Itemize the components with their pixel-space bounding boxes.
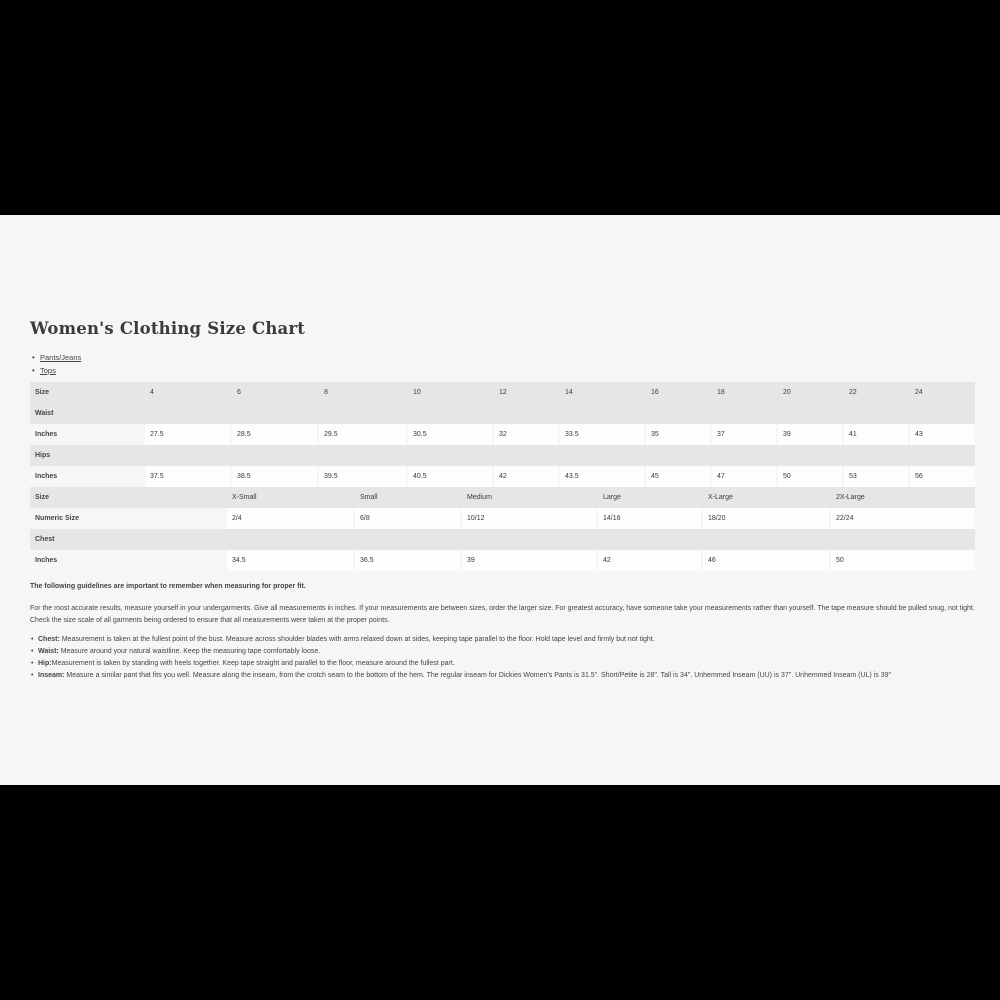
hips-cell: 56 <box>910 466 975 487</box>
link-item-tops <box>32 364 81 377</box>
tops-size-cell: Small <box>360 494 378 501</box>
size-chart-page <box>0 215 1000 785</box>
tops-size-cell: 2X-Large <box>836 494 865 501</box>
guideline-text: Measurement is taken at the fullest point of the bust. Measure across shoulder blades with arms relaxed down at sides, keeping tape parallel to the floor. Hold tape level and firmly but not tight. <box>59 636 655 643</box>
row-label: Size <box>35 389 50 396</box>
link-item-pants <box>32 351 81 364</box>
pants-size-cell: 10 <box>413 389 421 396</box>
pants-size-cell: 4 <box>150 389 154 396</box>
waist-cell: 35 <box>646 424 710 445</box>
pants-size-cell: 22 <box>849 389 857 396</box>
row-label: Inches <box>35 473 58 480</box>
numeric-size-row <box>30 508 975 529</box>
waist-cell: 28.5 <box>232 424 317 445</box>
numeric-cell: 14/16 <box>598 508 701 529</box>
page-title: Women's Clothing Size Chart <box>30 319 306 338</box>
hips-header-row <box>30 445 975 466</box>
measuring-guidelines <box>30 581 985 682</box>
guideline-waist <box>30 646 985 658</box>
hips-cell: 53 <box>844 466 908 487</box>
guidelines-list <box>30 634 985 682</box>
guideline-chest <box>30 634 985 646</box>
guideline-term: Inseam: <box>38 672 65 679</box>
hips-cell: 37.5 <box>145 466 230 487</box>
numeric-cell: 2/4 <box>227 508 353 529</box>
row-label: Numeric Size <box>35 515 79 522</box>
chest-cell: 36.5 <box>355 550 460 571</box>
guideline-inseam <box>30 670 985 682</box>
waist-cell: 39 <box>778 424 842 445</box>
guidelines-body: For the most accurate results, measure yourself in your undergarments. Give all measurements in inches. If your measurements are between sizes, order the larger size. For greatest accuracy, have someone take your measurements rather than yourself. The tape measure should be pulled snug, not tight. Check the size scale of all garments being ordered to ensure that all measurements were taken at the proper points. <box>30 605 975 624</box>
row-label: Hips <box>35 452 51 459</box>
row-label: Waist <box>35 410 54 417</box>
waist-cell: 29.5 <box>319 424 406 445</box>
waist-inches-row <box>30 424 975 445</box>
numeric-cell: 6/8 <box>355 508 460 529</box>
waist-cell: 43 <box>910 424 975 445</box>
guideline-hip <box>30 658 985 670</box>
hips-cell: 38.5 <box>232 466 317 487</box>
pants-size-row <box>30 382 975 403</box>
tops-size-row <box>30 487 975 508</box>
hips-cell: 45 <box>646 466 710 487</box>
guideline-text: Measure a similar pant that fits you well. Measure along the inseam, from the crotch seam to the bottom of the hem. The regular inseam for Dickies Women's Pants is 31.5". Short/Petite is 28". Tall is 34". Unhemmed Inseam (UU) is 37". Unhemmed Inseam (UL) is 39" <box>64 672 891 679</box>
guideline-term: Hip: <box>38 660 52 667</box>
pants-size-cell: 8 <box>324 389 328 396</box>
numeric-cell: 22/24 <box>831 508 975 529</box>
chest-cell: 46 <box>703 550 829 571</box>
hips-cell: 39.5 <box>319 466 406 487</box>
waist-cell: 33.5 <box>560 424 644 445</box>
pants-size-cell: 20 <box>783 389 791 396</box>
chest-cell: 34.5 <box>227 550 353 571</box>
pants-size-cell: 16 <box>651 389 659 396</box>
tops-size-cell: Medium <box>467 494 492 501</box>
tops-size-cell: X-Large <box>708 494 733 501</box>
chest-header-row <box>30 529 975 550</box>
hips-cell: 43.5 <box>560 466 644 487</box>
row-label: Chest <box>35 536 55 543</box>
numeric-cell: 18/20 <box>703 508 829 529</box>
pants-jeans-link[interactable]: Pants/Jeans <box>40 353 82 362</box>
waist-cell: 32 <box>494 424 558 445</box>
waist-cell: 41 <box>844 424 908 445</box>
hips-cell: 40.5 <box>408 466 492 487</box>
pants-size-cell: 14 <box>565 389 573 396</box>
section-links <box>32 351 81 377</box>
guideline-term: Waist: <box>38 648 59 655</box>
pants-size-cell: 24 <box>915 389 923 396</box>
tops-link[interactable]: Tops <box>40 366 56 375</box>
tops-size-cell: X-Small <box>232 494 257 501</box>
row-label: Inches <box>35 431 58 438</box>
row-label: Inches <box>35 557 58 564</box>
guidelines-lead: The following guidelines are important to remember when measuring for proper fit. <box>30 583 306 590</box>
waist-cell: 30.5 <box>408 424 492 445</box>
guideline-text: Measurement is taken by standing with heels together. Keep tape straight and parallel to the floor, measure around the fullest part. <box>51 660 455 667</box>
hips-cell: 42 <box>494 466 558 487</box>
chest-cell: 50 <box>831 550 975 571</box>
waist-cell: 27.5 <box>145 424 230 445</box>
row-label: Size <box>35 494 50 501</box>
pants-size-cell: 12 <box>499 389 507 396</box>
guideline-text: Measure around your natural waistline. Keep the measuring tape comfortably loose. <box>58 648 321 655</box>
guideline-term: Chest: <box>38 636 60 643</box>
waist-cell: 37 <box>712 424 776 445</box>
waist-header-row <box>30 403 975 424</box>
tops-size-cell: Large <box>603 494 621 501</box>
hips-cell: 50 <box>778 466 842 487</box>
numeric-cell: 10/12 <box>462 508 596 529</box>
chest-inches-row <box>30 550 975 571</box>
pants-size-cell: 6 <box>237 389 241 396</box>
pants-size-cell: 18 <box>717 389 725 396</box>
size-table <box>30 382 975 571</box>
chest-cell: 42 <box>598 550 701 571</box>
chest-cell: 39 <box>462 550 596 571</box>
hips-inches-row <box>30 466 975 487</box>
hips-cell: 47 <box>712 466 776 487</box>
